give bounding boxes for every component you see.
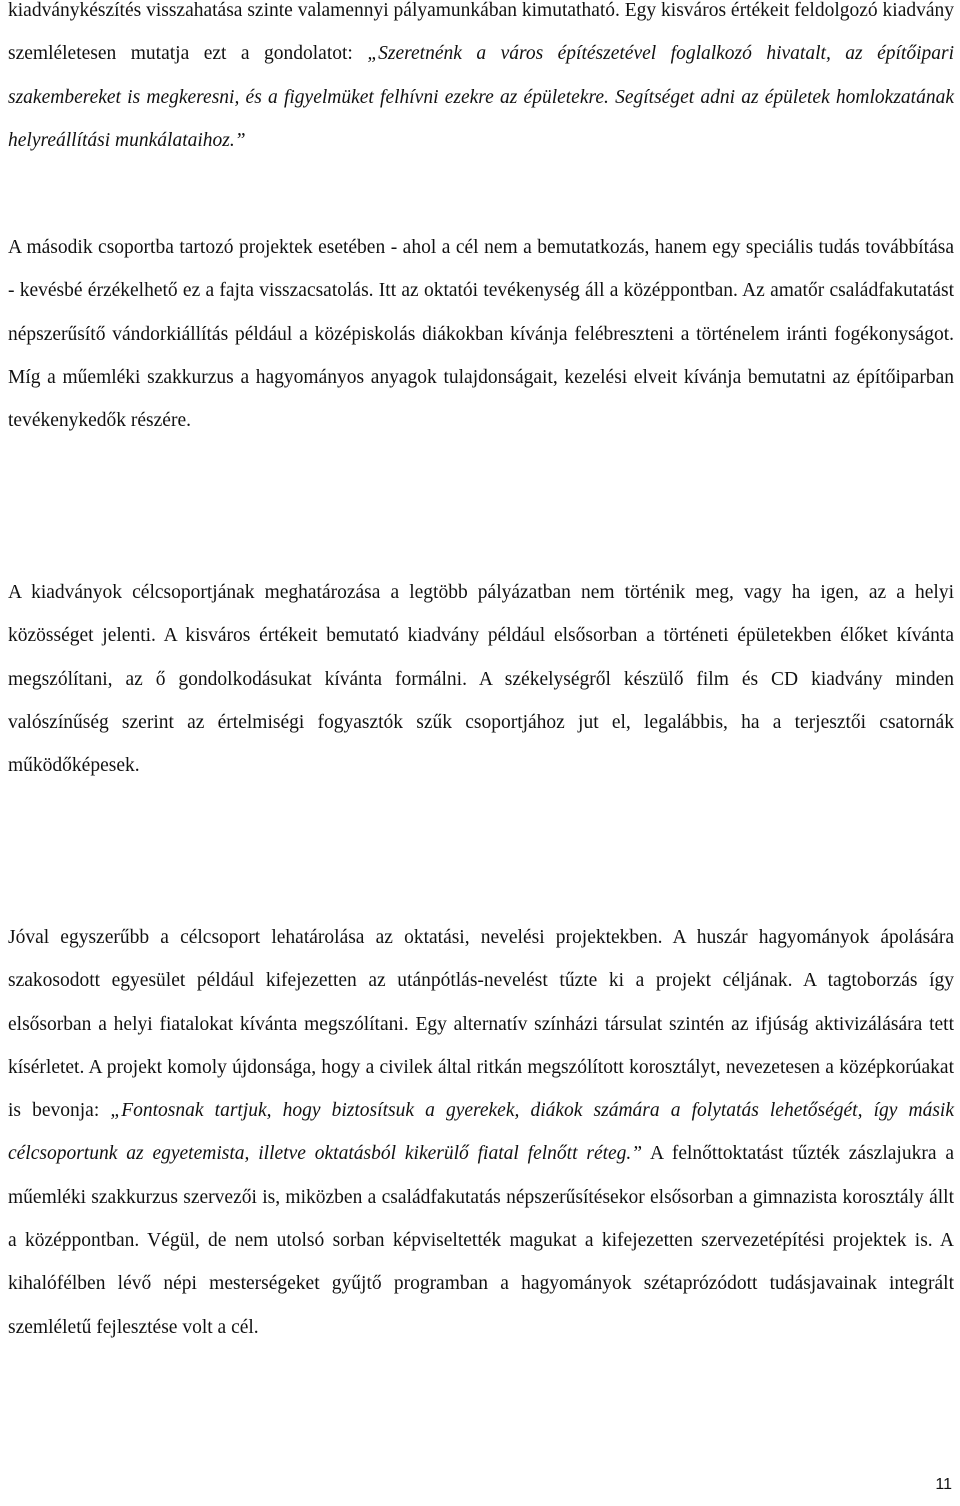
paragraph-education-projects: [8, 916, 954, 1349]
paragraph-text: kiadványkészítés visszahatása szinte valamennyi pályamunkában kimutatható. Egy kisváros értékeit feldolgozó kiadvány szemléletesen mutatja ezt a gondolatot:: [8, 0, 954, 65]
paragraph-text: A második csoportba tartozó projektek esetében - ahol a cél nem a bemutatkozás, hanem egy speciális tudás továbbítása - kevésbé érzékelhető ez a fajta visszacsatolás. Itt az oktatói tevékenység áll a középpontban. Az amatőr családfakutatást népszerűsítő vándorkiállítás például a középiskolás diákokban kívánja felébreszteni a történelem iránti fogékonyságot. Míg a műemléki szakkurzus a hagyományos anyagok tulajdonságait, kezelési elveit kívánja bemutatni az építőiparban tevékenykedők részére.: [8, 237, 954, 432]
paragraph-target-groups: [8, 571, 954, 787]
paragraph-text: A kiadványok célcsoportjának meghatározása a legtöbb pályázatban nem történik meg, vagy ha igen, az a helyi közösséget jelenti. A kisváros értékeit bemutató kiadvány például elsősorban a történeti épületekben élőket kívánta megszólítani, az ő gondolkodásukat kívánta formálni. A székelységről készülő film és CD kiadvány minden valószínűség szerint az értelmiségi fogyasztók szűk csoportjához jut el, legalábbis, ha a terjesztői csatornák működőképesek.: [8, 582, 954, 777]
quote-text: „Fontosnak tartjuk, hogy biztosítsuk a gyerekek, diákok számára a folytatás lehetőségét, így másik célcsoportunk az egyetemista, illetve oktatásból kikerülő fiatal felnőtt réteg.”: [8, 1100, 954, 1165]
paragraph-publication-feedback: [8, 0, 954, 162]
paragraph-text: Jóval egyszerűbb a célcsoport lehatárolása az oktatási, nevelési projektekben. A huszár hagyományok ápolására szakosodott egyesület például kifejezetten az utánpótlás-nevelést tűzte ki a projekt céljának. A tagtoborzás így elsősorban a helyi fiatalokat kívánta megszólítani. Egy alternatív színházi társulat szintén az ifjúság aktivizálására tett kísérletet. A projekt komoly újdonsága, hogy a civilek által ritkán megszólított korosztályt, nevezetesen a középkorúakat is bevonja:: [8, 927, 954, 1122]
page-number: 11: [935, 1476, 952, 1493]
paragraph-second-group-projects: [8, 226, 954, 442]
quote-text: „Szeretnénk a város építészetével foglalkozó hivatalt, az építőipari szakembereket is megkeresni, és a figyelmüket felhívni ezekre az épületekre. Segítséget adni az épületek homlokzatának helyreállítási munkálataihoz.”: [8, 43, 954, 151]
paragraph-text: A felnőttoktatást tűzték zászlajukra a műemléki szakkurzus szervezői is, miközben a családfakutatás népszerűsítésekor elsősorban a gimnazista korosztály állt a középpontban. Végül, de nem utolsó sorban képviseltették magukat a kifejezetten szervezetépítési projektek is. A kihalófélben lévő népi mesterségeket gyűjtő programban a hagyományok szétaprózódott tudásjavainak integrált szemléletű fejlesztése volt a cél.: [8, 1143, 955, 1338]
